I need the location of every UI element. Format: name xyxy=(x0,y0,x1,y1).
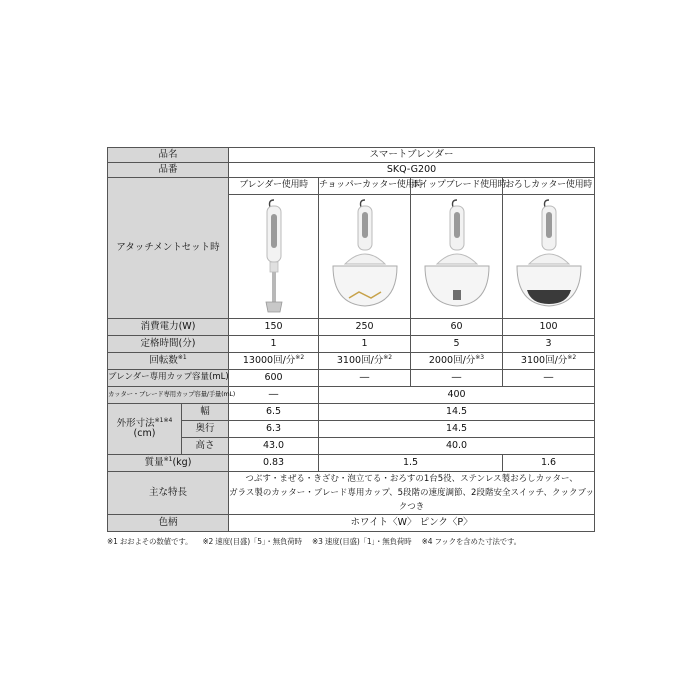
features-line: ガラス製のカッター・ブレード専用カップ、5段階の速度調節、2段階安全スイッチ、クックブックつき xyxy=(229,488,594,512)
column-header-whisk: ホイップブレード使用時 xyxy=(411,178,503,195)
rated-time-value: 1 xyxy=(319,336,411,353)
rated-time-value: 3 xyxy=(503,336,595,353)
row-color xyxy=(108,515,595,532)
rpm-value xyxy=(411,353,503,370)
attachment-label: アタッチメントセット時 xyxy=(108,178,229,319)
model-number: SKQ-G200 xyxy=(229,163,595,178)
width-label: 幅 xyxy=(182,404,229,421)
rpm-label xyxy=(108,353,229,370)
whisk-blade-icon xyxy=(417,198,497,316)
color-label: 色柄 xyxy=(108,515,229,532)
row-width xyxy=(108,404,595,421)
row-features xyxy=(108,472,595,515)
rpm-value xyxy=(319,353,411,370)
power-label: 消費電力(W) xyxy=(108,319,229,336)
rpm-label-text: 回転数 xyxy=(149,354,178,366)
weight-label xyxy=(108,455,229,472)
product-name-label: 品名 xyxy=(108,148,229,163)
spec-table xyxy=(107,147,595,532)
rated-time-value: 5 xyxy=(411,336,503,353)
blender-cup-value: 600 xyxy=(229,370,319,387)
depth-value: 6.3 xyxy=(229,421,319,438)
rpm-note: ※2 xyxy=(567,353,577,361)
dimensions-unit: (cm) xyxy=(133,428,156,439)
height-value: 40.0 xyxy=(319,438,595,455)
features-line: つぶす・まぜる・きざむ・泡立てる・おろすの1台5役、ステンレス製おろしカッター、 xyxy=(245,474,578,484)
chopper-cutter-icon xyxy=(325,198,405,316)
row-product-name xyxy=(108,148,595,163)
dimensions-label-text: 外形寸法 xyxy=(116,417,155,429)
cutter-cup-value: ― xyxy=(229,387,319,404)
product-image-blender xyxy=(229,195,319,319)
rpm-label-note: ※1 xyxy=(177,353,187,361)
row-depth xyxy=(108,421,595,438)
features-label: 主な特長 xyxy=(108,472,229,515)
rpm-note: ※3 xyxy=(475,353,485,361)
rpm-value xyxy=(503,353,595,370)
weight-label-text: 質量 xyxy=(144,456,164,468)
height-label: 高さ xyxy=(182,438,229,455)
row-power xyxy=(108,319,595,336)
product-image-grater xyxy=(503,195,595,319)
width-value: 6.5 xyxy=(229,404,319,421)
row-rated-time xyxy=(108,336,595,353)
product-image-chopper xyxy=(319,195,411,319)
footnote: ※2 速度(目盛)「5」・無負荷時 xyxy=(202,537,302,546)
row-weight xyxy=(108,455,595,472)
depth-value: 14.5 xyxy=(319,421,595,438)
column-header-chopper: チョッパーカッター使用時 xyxy=(319,178,411,195)
hand-blender-icon xyxy=(254,198,294,316)
row-height xyxy=(108,438,595,455)
weight-value: 1.5 xyxy=(319,455,503,472)
grating-cutter-icon xyxy=(509,198,589,316)
width-value: 14.5 xyxy=(319,404,595,421)
rated-time-value: 1 xyxy=(229,336,319,353)
rpm-text: 3100回/分 xyxy=(336,354,384,366)
color-value: ホワイト〈W〉 ピンク〈P〉 xyxy=(229,515,595,532)
row-blender-cup xyxy=(108,370,595,387)
rpm-value xyxy=(229,353,319,370)
rpm-text: 13000回/分 xyxy=(242,354,296,366)
row-column-headers xyxy=(108,178,595,195)
product-image-whisk xyxy=(411,195,503,319)
power-value: 250 xyxy=(319,319,411,336)
model-label: 品番 xyxy=(108,163,229,178)
blender-cup-value: ― xyxy=(411,370,503,387)
depth-label: 奥行 xyxy=(182,421,229,438)
dimensions-label-note: ※1※4 xyxy=(154,416,173,424)
height-value: 43.0 xyxy=(229,438,319,455)
row-cutter-cup xyxy=(108,387,595,404)
weight-label-note: ※1 xyxy=(163,455,173,463)
weight-value: 1.6 xyxy=(503,455,595,472)
dimensions-label xyxy=(108,404,182,455)
features-value xyxy=(229,472,595,515)
power-value: 100 xyxy=(503,319,595,336)
rpm-text: 2000回/分 xyxy=(428,354,476,366)
row-model xyxy=(108,163,595,178)
weight-label-unit: (kg) xyxy=(172,456,192,468)
rpm-note: ※2 xyxy=(295,353,305,361)
rated-time-label: 定格時間(分) xyxy=(108,336,229,353)
footnote: ※4 フックを含めた寸法です。 xyxy=(421,537,521,546)
rpm-text: 3100回/分 xyxy=(520,354,568,366)
cutter-cup-label: カッター・ブレード専用カップ容量/手量(mL) xyxy=(108,387,229,404)
footnote: ※1 おおよその数値です。 xyxy=(107,537,193,546)
row-rpm xyxy=(108,353,595,370)
blender-cup-value: ― xyxy=(503,370,595,387)
cutter-cup-value: 400 xyxy=(319,387,595,404)
product-name: スマートブレンダー xyxy=(229,148,595,163)
power-value: 150 xyxy=(229,319,319,336)
weight-value: 0.83 xyxy=(229,455,319,472)
blender-cup-label: ブレンダー専用カップ容量(mL) xyxy=(108,370,229,387)
footnote: ※3 速度(目盛)「1」・無負荷時 xyxy=(312,537,412,546)
rpm-note: ※2 xyxy=(383,353,393,361)
blender-cup-value: ― xyxy=(319,370,411,387)
column-header-grater: おろしカッター使用時 xyxy=(503,178,595,195)
column-header-blender: ブレンダー使用時 xyxy=(229,178,319,195)
power-value: 60 xyxy=(411,319,503,336)
footnotes xyxy=(107,536,602,547)
